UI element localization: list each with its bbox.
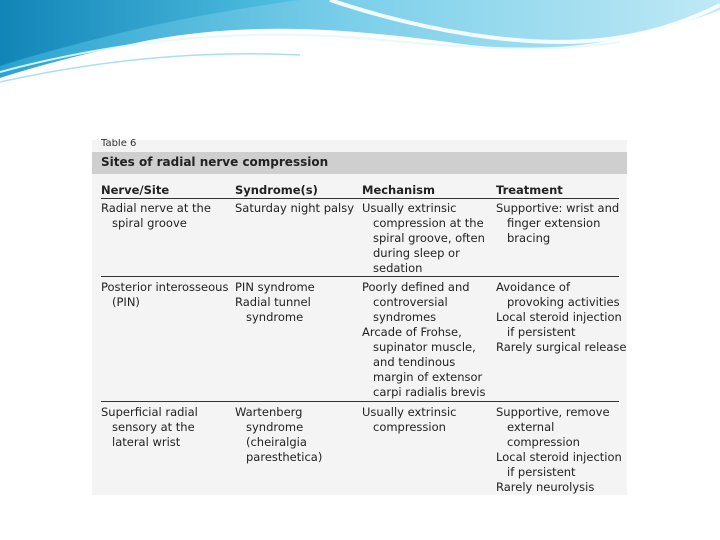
row3-syndrome: Wartenberg syndrome (cheiralgia paresthetica): [235, 405, 323, 464]
header-mechanism: Mechanism: [362, 183, 435, 197]
header-rule: [101, 198, 619, 199]
decorative-wave-banner: [0, 0, 720, 90]
row-rule-2: [101, 401, 619, 402]
row3-treatment: Supportive, remove external compression Local steroid injection if persistent Rarely neurolysis: [496, 405, 622, 494]
row2-treatment: Avoidance of provoking activities Local steroid injection if persistent Rarely surgical release: [496, 280, 627, 354]
row3-mechanism: Usually extrinsic compression: [362, 405, 457, 434]
row1-syndrome: Saturday night palsy: [235, 201, 355, 215]
row2-site: Posterior interosseous (PIN): [101, 280, 229, 309]
table-title: Sites of radial nerve compression: [101, 155, 329, 169]
header-syndromes: Syndrome(s): [235, 183, 318, 197]
table-title-bar: [92, 152, 627, 174]
row1-mechanism: Usually extrinsic compression at the spiral groove, often during sleep or sedation: [362, 201, 485, 275]
table-label: Table 6: [101, 139, 137, 146]
header-treatment: Treatment: [496, 183, 563, 197]
radial-nerve-table: [92, 140, 627, 495]
row3-site: Superficial radial sensory at the lateral wrist: [101, 405, 198, 449]
row2-mechanism: Poorly defined and controversial syndromes Arcade of Frohse, supinator muscle, and tendinous margin of extensor carpi radialis brevis: [362, 280, 486, 399]
row-rule-1: [101, 276, 619, 277]
row1-treatment: Supportive: wrist and finger extension bracing: [496, 201, 620, 245]
row2-syndrome: PIN syndrome Radial tunnel syndrome: [235, 280, 315, 324]
row1-site: Radial nerve at the spiral groove: [101, 201, 211, 230]
header-nerve-site: Nerve/Site: [101, 183, 170, 197]
